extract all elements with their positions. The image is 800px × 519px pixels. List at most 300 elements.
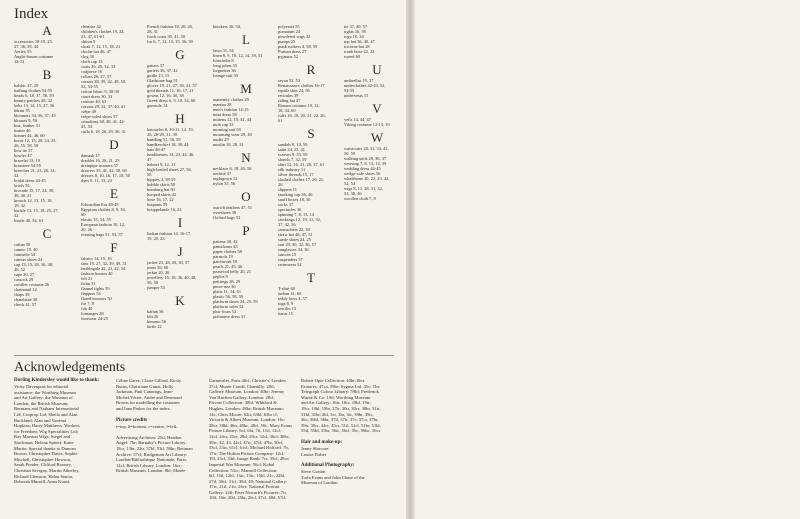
index-entry: plaits 11, 14, 61 — [213, 289, 242, 294]
index-entry: jeans 59, 60 — [147, 265, 169, 270]
index-entry: muslin 18, 28, 31 — [213, 142, 244, 147]
index-entry: felt 21 — [81, 276, 93, 281]
index-entry: 28, 31 — [147, 29, 158, 34]
index-entry: flared trousers 50 — [81, 296, 112, 301]
index-entry: peplos 9 — [213, 274, 228, 279]
index-entry: Edwardian Era 48-49 — [81, 202, 119, 207]
index-entry: tweed 60 — [344, 54, 360, 59]
index-entry: textiles 13 — [278, 306, 297, 311]
index-entry: slippers 11 — [278, 187, 297, 192]
index-entry: patchwork 59 — [213, 259, 238, 264]
acknowledgements-column — [301, 378, 394, 486]
ack-line: Private Collection: 38bl; Whitford & — [209, 400, 277, 406]
index-entry: Roman costume 10, 12, — [278, 103, 320, 108]
index-entry: boots 12, 15, 20, 24, 25, — [14, 138, 57, 143]
ack-line: Victoria & Albert Museum, London: 16c; — [209, 417, 286, 423]
index-entry: punk rockers 4, 58, 59 — [278, 44, 318, 49]
index-entry: girdle 13, 15 — [147, 73, 170, 78]
index-entry: maternity clothes 29 — [213, 97, 249, 102]
index-entry: gold threads 11, 16, 17, 21 — [147, 88, 194, 93]
ack-line: 18cr, 13br, 22tr, 37bl, 53tl, 58br; Bettman — [116, 445, 193, 451]
index-entry: crêpe-soled shoes 57 — [81, 114, 118, 119]
index-entry: cuffs 6, 18, 26, 29, 30, 31 — [81, 129, 126, 134]
index-entry: 38, 40, 41 — [14, 193, 32, 198]
index-entry: long johns 35 — [213, 63, 237, 68]
index-entry: Puritan dress 27 — [278, 49, 307, 54]
ack-line: London/Bibliothèque Nationale, Paris: — [116, 457, 188, 463]
index-entry: Viking costume 12-13, 19 — [344, 122, 390, 127]
index-entry: collars 26, 27, 57 — [81, 74, 112, 79]
ack-line: Hopkins; Harry Matthews, Workers — [14, 423, 80, 429]
index-entry: nylon 55, 56 — [213, 181, 236, 186]
index-entry: 47 — [147, 157, 152, 162]
index-entry: jewellery 16, 18, 36, 40, 48, — [147, 275, 197, 280]
index-entry: ruffs 16, 18, 20, 21, 22, 26, — [278, 113, 326, 118]
ack-line: 17tc, 21tl, 21tr, 26cr; National Portrait — [209, 484, 280, 490]
index-entry: umbrellas 19, 37 — [344, 78, 374, 83]
index-entry: underclothes 42-43, 52, — [344, 83, 386, 88]
index-entry: straw hat 46, 47, 51 — [278, 232, 313, 237]
index-entry: waistcoats 28, 31, 33, 41, — [344, 146, 389, 151]
index-entry: crêpe 49 — [81, 109, 96, 114]
ack-line: 27tl, 30cl, 31cl, 39tl, 49; National Gallery: — [209, 478, 288, 484]
index-entry: chemise 42 — [81, 24, 101, 29]
index-entry: reptile skin 24, 56 — [278, 88, 310, 93]
index-entry: 19, 20, 23 — [147, 236, 165, 241]
ack-line: Deborah Murrell, Anna Kunst. — [14, 479, 71, 485]
index-entry: French fashion 18, 20, 26, — [147, 24, 193, 29]
index-entry: toga 10, 34 — [344, 34, 364, 39]
index-entry: 26, 55, 58, 59 — [14, 143, 39, 148]
ack-line: t=top, b=bottom, c=centre, l=left. — [116, 423, 178, 429]
ack-line: Jackman, Paul Cannings, Jean- — [116, 389, 174, 395]
index-entry: frock coats 39, 41, 50 — [147, 34, 186, 39]
index-entry: doublet 16, 20, 21, 23 — [81, 158, 120, 163]
ack-line: London; the British Museum; — [14, 400, 69, 406]
index-entry: hats 46-47 — [147, 147, 166, 152]
index-entry: check 41, 57 — [14, 302, 37, 307]
index-entry: fashion houses 40 — [81, 271, 113, 276]
ack-line: Steve Gorton — [301, 469, 326, 475]
index-column — [213, 20, 279, 319]
index-entry: trunk hose 22, 23 — [344, 49, 375, 54]
index-entry: pearls 21, 45, 46 — [213, 264, 243, 269]
ack-line: for Freedom; Wig Specialities Ltd; — [14, 428, 79, 434]
index-entry: 26 — [278, 182, 283, 187]
index-entry: walking stick 29, 36, 37 — [344, 156, 387, 161]
index-entry: overshoes 38 — [213, 210, 237, 215]
index-entry: 27, 36, 39, 44 — [14, 44, 39, 49]
acknowledgements-column — [209, 378, 295, 501]
index-entry: bow tie 37 — [14, 148, 33, 153]
index-entry: swimwear 54 — [278, 262, 302, 267]
index-entry: dyes 9, 11, 13, 23 — [81, 178, 112, 183]
index-entry: whalebone 20, 22, 23, 42, — [344, 176, 390, 181]
ack-line: 10tl, 16tr, 20tl, 25br, 26cl, 37cl, 48tl, 57tl; — [209, 495, 287, 501]
index-letter: M — [240, 81, 252, 96]
index-entry: spinning 7, 8, 13, 14 — [278, 212, 314, 217]
index-entry: farthingale 22, 23, 42, 54 — [81, 266, 126, 271]
index-entry: baldric 27, 29 — [14, 83, 39, 88]
index-entry: 19, 42 — [14, 203, 25, 208]
index-letter: E — [110, 186, 118, 201]
index-entry: knickers 36, 50, — [213, 24, 242, 29]
index-entry: children's clothes 19, 22, — [81, 29, 125, 34]
index-entry: European fashion 10, 12, — [81, 222, 126, 227]
acknowledgements-column — [116, 378, 202, 474]
index-entry: boater 46 — [14, 128, 31, 133]
index-entry: hobble skirts 50 — [147, 182, 176, 187]
ack-line: 19l, 23cl, 34tl; Image Bank: 7cr, 35cl, 49cr; — [209, 456, 290, 462]
index-column — [147, 20, 213, 329]
index-entry: woollen cloth 7, 8 — [344, 196, 376, 201]
index-entry: bikini 55 — [14, 108, 30, 113]
index-entry: cloche hat 46, 47 — [81, 49, 111, 54]
ack-line: Céline Carez, Claire Gillard, Kirsty — [116, 378, 182, 383]
index-entry: top hat 36, 40, 47 — [344, 39, 375, 44]
index-entry: smoking cap 36, 46 — [278, 192, 313, 197]
index-entry: cotton fabric 9, 38-39 — [81, 89, 120, 94]
index-entry: bonnet 44, 46, 60 — [14, 133, 45, 138]
ack-heading: Dorling Kindersley would like to thank: — [14, 378, 100, 383]
index-entry: stockings 12, 19, 31, 32, — [278, 217, 321, 222]
ack-line: 28cr, 38bl, 46tr, 48bc, 48cl, 50c; Mary Evans — [209, 422, 293, 428]
index-entry: fob 40 — [81, 306, 93, 311]
index-entry: satin 24, 25, 41 — [278, 147, 305, 152]
ack-line: and Art Gallery: 16tr, 18cr, 18bl, 19tr, — [301, 400, 371, 406]
ack-line: Richard Clemson, Helen Senior, — [14, 473, 74, 479]
index-letter: B — [42, 67, 52, 82]
index-entry: damask 17 — [81, 153, 100, 158]
ack-line: 39tc, 42, 43, 44cl, 47tc, 47cl, 47br, 50cl, — [209, 439, 284, 445]
index-entry: kirtle 22 — [147, 324, 162, 329]
index-entry: riding hat 47 — [278, 98, 301, 103]
index-entry: caftan 59 — [14, 242, 31, 247]
index-entry: 58 — [147, 172, 152, 177]
index-entry: brooch 12, 13, 15, 18, — [14, 198, 53, 203]
ack-line: Imperial War Museum: 56cl; Kobal — [209, 461, 275, 467]
index-entry: houppelande 16, 23 — [147, 207, 182, 212]
index-entry: tricorne hat 28 — [344, 44, 370, 49]
index-entry: suspenders 37 — [278, 257, 303, 262]
index-entry: wigs 8, 11, 28, 31, 32, — [344, 186, 383, 191]
index-entry: pantaloons 43 — [213, 244, 238, 249]
index-entry: 43, 54 — [81, 124, 92, 129]
index-entry: cavalier costume 26 — [14, 282, 50, 287]
index-entry: cameo 19, 40 — [14, 247, 38, 252]
index-entry: flappers 53 — [81, 291, 101, 296]
index-entry: reticules 39 — [278, 93, 299, 98]
index-entry: fur 6, 7, 12, 13, 15, 36, 39 — [147, 39, 193, 44]
ack-line: Robert Opie Collection: 40br; Rex — [301, 378, 365, 383]
index-entry: socks 37 — [278, 202, 294, 207]
index-entry: necktie 37 — [213, 171, 232, 176]
index-entry: weaving 7, 8, 13, 14, 39 — [344, 161, 387, 166]
index-entry: hooped skirts 42 — [147, 192, 177, 197]
index-entry: chainmail 12 — [14, 287, 37, 292]
index-entry: boa, feather 51 — [14, 123, 41, 128]
index-entry: linen 8, 9, 10, 12, 14, 39, 51 — [213, 53, 263, 58]
index-entry: Anglo-Saxon costume — [14, 54, 54, 59]
index-entry: lorgnettes 36 — [213, 68, 236, 73]
ack-line: Collection: 53cr; Mansell Collection: — [209, 467, 278, 473]
index-entry: jumper 53 — [147, 285, 165, 290]
ack-line: 6tl, 15tl, 12bl, 13tc, 15tc, 15bl, 21c, 22bl, — [209, 473, 286, 479]
ack-line: Sarah Ponder, Clifford Rooney, — [14, 462, 72, 468]
index-letter: C — [42, 226, 52, 241]
index-entry: cloth cap 13 — [81, 59, 103, 64]
ack-line: Advertising Archives: 25tl; Heather — [116, 434, 182, 440]
index-entry: cassock 29 — [14, 277, 34, 282]
index-entry: gaiters 37 — [147, 63, 165, 68]
index-entry: headdresses 14, 23, 44, 46, — [147, 152, 195, 157]
index-letter: N — [241, 150, 251, 165]
index-entry: polonaise dress 31 — [213, 314, 246, 319]
index-entry: 54-55 — [344, 88, 355, 93]
index-entry: 50, 59 — [344, 151, 355, 156]
index-entry: hose 16, 17, 22 — [147, 197, 174, 202]
index-entry: chaps 39 — [14, 292, 30, 297]
index-letter: U — [372, 62, 382, 77]
index-entry: fans 19, 27, 32, 39, 49, 51 — [81, 261, 127, 266]
ack-line: 17tr; The Hulton Picture Company: 12cl, — [209, 450, 285, 456]
ack-line: assistance; the Worthing Museum — [14, 389, 76, 395]
index-entry: veils 14, 44, 47 — [344, 117, 371, 122]
ack-line: Vicky Davenport for editorial — [14, 384, 69, 389]
index-entry: suit 29, 30, 32, 36, 57 — [278, 242, 317, 247]
index-entry: Oxford bags 53 — [213, 215, 241, 220]
index-entry: bathing clothes 54-55 — [14, 88, 53, 93]
index-entry: homburg hat 50 — [147, 187, 175, 192]
index-entry: pomatum 24 — [278, 29, 301, 34]
index-entry: cap 13, 15, 28, 36, 38, — [14, 262, 54, 267]
index-entry: handbag 51, 56, 59 — [147, 137, 181, 142]
ack-line: Carnavalet, Paris 40cl; Christie's, London — [209, 378, 286, 383]
index-letter: R — [306, 62, 316, 77]
index-entry: bridal dress 44-45 — [14, 178, 46, 183]
index-entry: ostrich feathers 47, 51 — [213, 205, 253, 210]
ack-line: Ltd; Cosprop Ltd; Sheila and Alan — [14, 411, 78, 417]
index-entry: necklace 6, 18, 40, 58 — [213, 166, 252, 171]
book-gutter — [406, 0, 415, 519]
index-entry: chiton 9 — [81, 39, 96, 44]
index-entry: cloak 7, 12, 15, 18, 21 — [81, 44, 121, 49]
index-letter: I — [177, 215, 183, 230]
index-entry: Renaissance clothes 16-17 — [278, 83, 325, 88]
index-entry: platform soles 52 — [213, 304, 244, 309]
ack-line: Ray Marston Wigs; Siegel and — [14, 434, 71, 440]
index-entry: handkerchief 18, 39, 44 — [147, 142, 189, 147]
ack-heading: Picture credits — [116, 417, 148, 423]
index-entry: 60 — [81, 212, 86, 217]
index-entry: 32 — [14, 173, 19, 178]
ack-line: 53cl, 53tc, 61cl, 61cl; Michael Holford: 7b, — [209, 445, 289, 451]
index-entry: hairstyles 8, 10-11, 14, 19, — [147, 127, 194, 132]
ack-line: Gaffney Museum, London: 40br; Jeremy — [209, 389, 285, 395]
index-letter: G — [175, 47, 185, 62]
index-entry: couture 40, 63 — [81, 99, 107, 104]
ack-line: Telegraph Colour Library: 59bl; Frederick — [301, 389, 379, 395]
index-entry: wedding dress 44-45 — [344, 166, 381, 171]
index-entry: Greek dress 6, 9, 10, 34, 60 — [147, 98, 196, 103]
ack-line: Museum of London — [301, 480, 338, 486]
index-entry: kilt 26 — [147, 314, 159, 319]
index-entry: suede shoes 24, 25 — [278, 237, 311, 242]
index-entry: 18, 34, 60 — [278, 108, 296, 113]
index-column — [81, 20, 147, 321]
index-entry: 52, 54-55 — [81, 84, 98, 89]
index-entry: paper clothes 58 — [213, 249, 242, 254]
index-entry: court dress 30, 33 — [81, 94, 113, 99]
ack-line: Mitchell, Christopher Howson, — [14, 456, 72, 462]
section-divider — [14, 355, 394, 356]
index-entry: breeches 21, 23, 26, 31, — [14, 168, 56, 173]
index-entry: rayon 52, 53 — [278, 78, 301, 83]
index-entry: pince-nez 36 — [213, 284, 236, 289]
index-entry: spectacles 36 — [278, 207, 302, 212]
ack-line: Louise Fisher — [301, 451, 327, 457]
ack-line: 27cl; Musée Condé, Chantilly: 20tl; — [209, 383, 275, 389]
index-entry: tie 37, 40, 57 — [344, 24, 368, 29]
index-entry: mob cap 33 — [213, 122, 234, 127]
ack-line: Brown, Christopher Davis, Sophie — [14, 451, 78, 457]
index-title: Index — [14, 6, 49, 22]
index-entry: dresses 8, 10, 16, 17, 18, 50 — [81, 173, 130, 178]
ack-line: Van Haeften Gallery, London: 28cl; — [209, 394, 275, 400]
index-entry: corsets 38, 39, 42, 49, 50, — [81, 79, 127, 84]
index-entry: fabrics 14, 15, 16 — [81, 256, 112, 261]
index-entry: T-shirt 60 — [278, 286, 296, 291]
index-letter: S — [307, 126, 315, 141]
index-entry: mini dress 58 — [213, 112, 237, 117]
index-entry: beads 6, 18, 37, 58, 59 — [14, 93, 54, 98]
index-entry: 61 — [278, 118, 283, 123]
index-entry: snuff boxes 18, 36 — [278, 197, 311, 202]
index-entry: blouses 9, 50 — [14, 118, 38, 123]
ack-line: Stockman; Helena Spiteri; Katie — [14, 439, 74, 445]
index-entry: lounge suit 50 — [213, 73, 238, 78]
index-entry: high-heeled shoes 27, 56, — [147, 167, 192, 172]
index-entry: polyester 55 — [278, 24, 300, 29]
index-entry: parasols 19 — [213, 254, 233, 259]
ack-line: Michel Vérier, André and Desmond — [116, 394, 182, 400]
index-entry: camisole 54 — [14, 252, 36, 257]
index-entry: gloves 19, 21, 27, 36, 41, 57 — [147, 83, 197, 88]
index-entry: platform shoes 24, 25, 59 — [213, 299, 258, 304]
index-entry: men's fashion 14-15 — [213, 107, 249, 112]
index-entry: hotpants 59 — [147, 202, 168, 207]
index-entry: 23, 47, 61-61 — [81, 34, 105, 39]
index-entry: 12-13 — [14, 59, 25, 64]
index-entry: 46, 52 — [14, 267, 25, 272]
index-entry: mantua 28 — [213, 102, 232, 107]
index-entry: helmet 9, 12, 13 — [147, 162, 176, 167]
index-entry: pumps 25 — [278, 39, 296, 44]
ack-line: Angel: 7br; Barnaby's Picture Library: — [116, 440, 187, 446]
index-letter: A — [42, 23, 52, 38]
index-entry: loincloths 8 — [213, 58, 234, 63]
index-entry: canvas shoes 24 — [14, 257, 43, 262]
index-entry: garters 36, 37, 42 — [147, 68, 178, 73]
ack-line: Martin. Special thanks to Duncan — [14, 445, 76, 451]
index-entry: sandals 8, 10, 59 — [278, 142, 308, 147]
ack-line: British Museum, London: 8bl; Musée — [116, 468, 186, 474]
index-entry: fichu 31 — [81, 281, 96, 286]
index-entry: slashed clothes 17, 20, 21, — [278, 177, 325, 182]
index-entry: tights 16, 59 — [344, 29, 366, 34]
index-entry: kaftan 56 — [147, 309, 164, 314]
acknowledgements-column — [14, 378, 110, 485]
ack-heading: Additional Photography: — [301, 463, 355, 469]
ack-line: Archive: 57cl; Bridgeman Art Library: — [116, 451, 188, 457]
index-letter: V — [372, 101, 382, 116]
index-entry: chatelaine 38 — [14, 297, 38, 302]
index-entry: evening bags 51, 53, 57 — [81, 232, 123, 237]
ack-line: 14cl; British Library, London: 16cr; — [116, 462, 182, 468]
index-entry: jacket 23, 28, 29, 30, 57 — [147, 260, 190, 265]
index-entry: tiaras 15 — [278, 311, 293, 316]
index-letter: F — [110, 240, 118, 255]
index-entry: drawers 35, 41, 42, 50, 60 — [81, 168, 127, 173]
index-entry: belts 13, 14, 15, 27, 36 — [14, 103, 55, 108]
index-column — [344, 20, 410, 201]
index-entry: 37, 42, 56 — [278, 222, 296, 227]
index-letter: H — [175, 111, 185, 126]
index-letter: T — [307, 270, 315, 285]
ack-line: Torla Evans and John Chase of the — [301, 474, 365, 480]
index-entry: fontanges 28 — [81, 311, 104, 316]
index-entry: 56, 58 — [147, 280, 158, 285]
index-entry: codpiece 16 — [81, 69, 103, 74]
index-entry: Italian fashion 14, 16-17, — [147, 231, 192, 236]
index-entry: wedge-sole shoes 56 — [344, 171, 381, 176]
index-letter: P — [242, 223, 250, 238]
ack-line: Burns, Christiane Gunzi, Holly — [116, 383, 174, 389]
index-entry: Egyptian clothes 8, 9, 36, — [81, 207, 126, 212]
index-entry: coats 26, 29, 32, 33 — [81, 64, 116, 69]
index-entry: Gladstone bag 51 — [147, 78, 178, 83]
ack-line: Brown for modelling the costumes — [116, 400, 180, 406]
index-entry: toga 8, 9 — [278, 301, 294, 306]
index-entry: turban 41, 60 — [278, 291, 302, 296]
index-entry: fur 7, 8 — [81, 301, 94, 306]
index-entry: accessories 18-19, 25, — [14, 39, 53, 44]
index-column — [14, 20, 80, 307]
index-entry: bloomers 34, 36, 37, 43 — [14, 113, 56, 118]
ack-line: Picture Library: 6cl, 6br, 7tl, 11tl, 12cl, — [209, 428, 281, 434]
index-entry: lawn 31, 54 — [213, 48, 234, 53]
index-entry: footwear 24-25 — [81, 316, 108, 321]
index-letter: D — [109, 137, 119, 152]
index-letter: O — [241, 189, 251, 204]
acknowledgements-title: Acknowledgements — [14, 360, 126, 375]
index-entry: briefs 55 — [14, 183, 30, 188]
index-entry: pyjamas 52 — [278, 54, 299, 59]
ack-line: 39tr, 39cr, 44cr, 45cr, 51tl, 51cl, 51br, 51bl, — [301, 422, 381, 428]
index-entry: silver threads 15, 17 — [278, 172, 314, 177]
index-entry: mittens 12, 19, 41, 44 — [213, 117, 252, 122]
index-entry: 33, 38, 46 — [344, 191, 362, 196]
index-entry: 26, 28-29, 31, 39 — [147, 132, 178, 137]
index-letter: J — [177, 244, 183, 259]
index-entry: crinolines 38, 40, 41, 42- — [81, 119, 126, 124]
ack-line: Features: 47ca, 59br; Sygma Ltd: 45c; The — [301, 383, 380, 389]
index-letter: W — [370, 130, 384, 145]
index-entry: elastic 35, 54, 55 — [81, 217, 111, 222]
index-entry: clog 30 — [81, 54, 95, 59]
index-entry: undervests 15 — [344, 93, 369, 98]
index-entry: bowler 47 — [14, 153, 32, 158]
